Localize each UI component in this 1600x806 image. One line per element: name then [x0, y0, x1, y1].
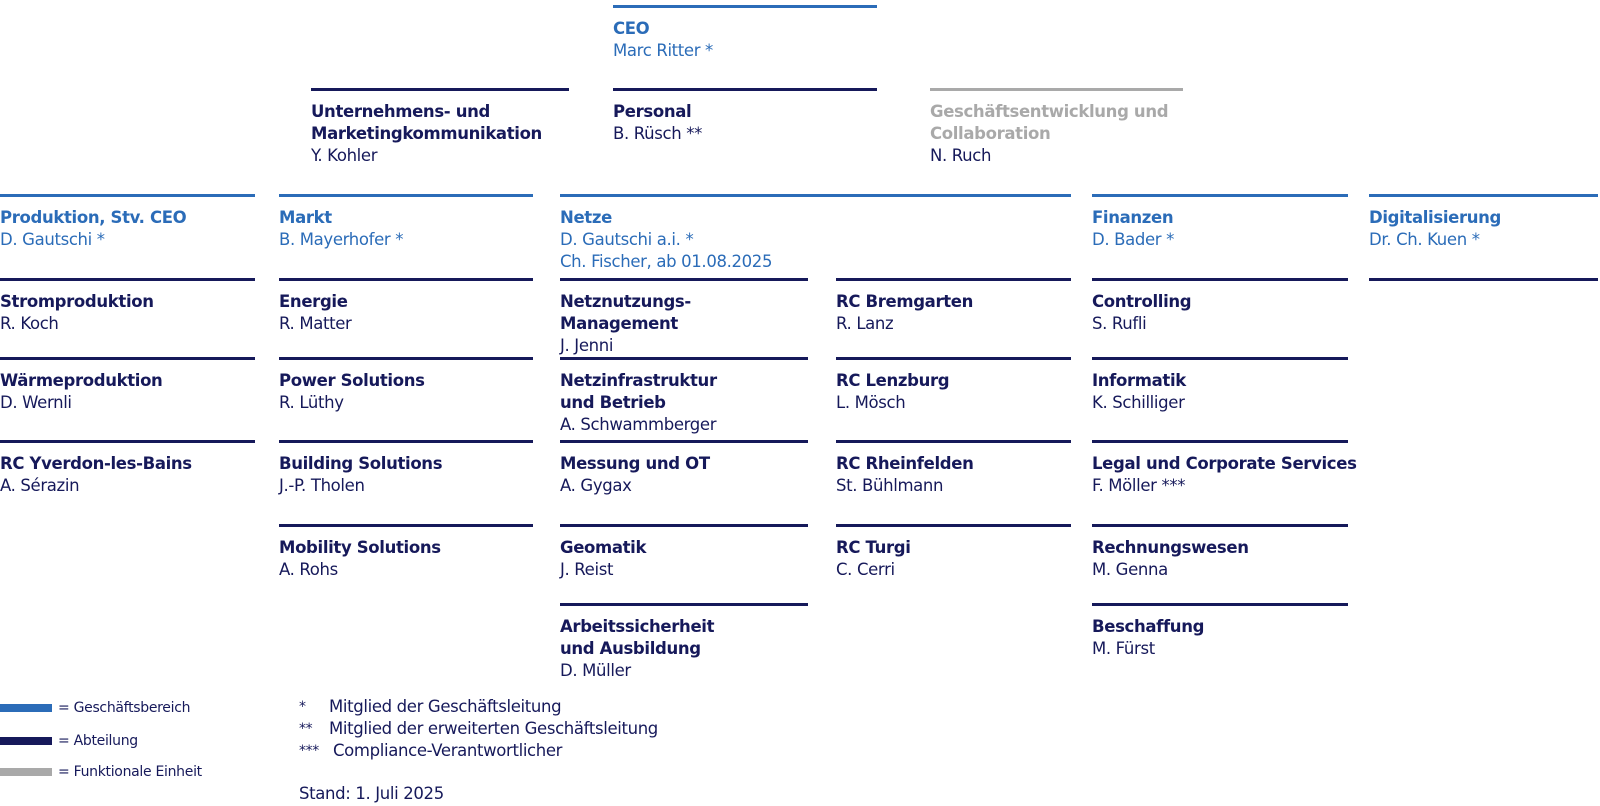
unit-title: Finanzen	[1092, 208, 1174, 227]
legend-item-geschaeftsbereich	[0, 700, 190, 716]
unit-head-name: A. Gygax	[560, 476, 632, 495]
unit-bar	[279, 357, 533, 360]
footnote-item	[299, 696, 658, 718]
legend-item-funktionale-einheit	[0, 764, 202, 780]
unit-title: RC Rheinfelden	[836, 454, 974, 473]
unit-head-name: A. Schwammberger	[560, 415, 717, 434]
org-unit-unternehmens-marketingkommunikation	[311, 88, 569, 167]
unit-names	[279, 392, 533, 414]
unit-bar	[0, 440, 255, 443]
unit-bar	[0, 357, 255, 360]
unit-names	[0, 475, 255, 497]
unit-title: Power Solutions	[279, 371, 425, 390]
unit-title: Arbeitssicherheit und Ausbildung	[560, 617, 715, 658]
unit-names	[311, 145, 569, 167]
org-unit-rc-yverdon	[0, 440, 255, 497]
unit-title: Netznutzungs-Management	[560, 292, 691, 333]
unit-names	[0, 229, 255, 251]
org-unit-rc-bremgarten	[836, 278, 1071, 335]
footnotes	[299, 696, 658, 762]
unit-head-name: M. Genna	[1092, 560, 1168, 579]
org-unit-waermeproduktion	[0, 357, 255, 414]
unit-head-name: B. Rüsch **	[613, 124, 703, 143]
unit-title: Geomatik	[560, 538, 647, 557]
unit-title: RC Yverdon-les-Bains	[0, 454, 192, 473]
stand-date: Stand: 1. Juli 2025	[299, 784, 444, 803]
unit-names	[836, 559, 1071, 581]
legend-swatch	[0, 737, 52, 745]
footnote-mark: **	[299, 721, 313, 737]
unit-head-name: B. Mayerhofer *	[279, 230, 404, 249]
org-unit-digitalisierung	[1369, 194, 1598, 251]
unit-bar	[0, 278, 255, 281]
unit-bar	[560, 278, 808, 281]
org-unit-rc-rheinfelden	[836, 440, 1071, 497]
org-unit-informatik	[1092, 357, 1348, 414]
unit-head-name: D. Gautschi a.i. *	[560, 230, 694, 249]
unit-names	[560, 335, 808, 357]
unit-head-name: Ch. Fischer, ab 01.08.2025	[560, 252, 773, 271]
unit-bar	[613, 88, 877, 91]
unit-title: Mobility Solutions	[279, 538, 441, 557]
unit-bar	[613, 5, 877, 8]
unit-title: Building Solutions	[279, 454, 443, 473]
unit-title: Personal	[613, 102, 692, 121]
unit-bar	[1369, 194, 1598, 197]
unit-bar	[279, 194, 533, 197]
org-unit-energie	[279, 278, 533, 335]
unit-head-name: R. Lanz	[836, 314, 894, 333]
unit-title: RC Bremgarten	[836, 292, 974, 311]
unit-names	[560, 475, 808, 497]
unit-head-name: R. Matter	[279, 314, 352, 333]
unit-names	[279, 559, 533, 581]
unit-head-name: N. Ruch	[930, 146, 992, 165]
unit-title: Netze	[560, 208, 612, 227]
unit-bar	[836, 524, 1071, 527]
unit-names	[613, 40, 877, 62]
org-unit-mobility-solutions	[279, 524, 533, 581]
unit-head-name: M. Fürst	[1092, 639, 1155, 658]
unit-bar	[1092, 524, 1348, 527]
unit-names	[279, 313, 533, 335]
org-unit-rc-turgi	[836, 524, 1071, 581]
legend-swatch	[0, 704, 52, 712]
legend-label: = Funktionale Einheit	[58, 764, 202, 780]
unit-names	[0, 392, 255, 414]
org-unit-netzinfrastruktur-betrieb	[560, 357, 808, 436]
unit-head-name: L. Mösch	[836, 393, 906, 412]
footnote-text: Mitglied der Geschäftsleitung	[329, 697, 562, 716]
unit-title: Netzinfrastruktur und Betrieb	[560, 371, 717, 412]
unit-bar	[1092, 278, 1348, 281]
org-unit-personal	[613, 88, 877, 145]
org-unit-arbeitssicherheit-ausbildung	[560, 603, 808, 682]
unit-bar	[560, 440, 808, 443]
unit-head-name: R. Koch	[0, 314, 59, 333]
unit-head-name: J. Reist	[560, 560, 614, 579]
org-unit-ceo	[613, 5, 877, 62]
unit-names	[1092, 559, 1348, 581]
unit-names	[1092, 638, 1348, 660]
unit-names	[613, 123, 877, 145]
org-unit-rechnungswesen	[1092, 524, 1348, 581]
unit-bar	[311, 88, 569, 91]
unit-bar	[836, 440, 1071, 443]
org-unit-beschaffung	[1092, 603, 1348, 660]
unit-names	[1092, 475, 1348, 497]
unit-title: Produktion, Stv. CEO	[0, 208, 187, 227]
unit-names	[560, 229, 1071, 273]
unit-title: Beschaffung	[1092, 617, 1205, 636]
legend-swatch	[0, 768, 52, 776]
unit-head-name: A. Rohs	[279, 560, 338, 579]
unit-head-name: Marc Ritter *	[613, 41, 713, 60]
unit-bar	[1092, 194, 1348, 197]
unit-head-name: K. Schilliger	[1092, 393, 1185, 412]
footnote-mark: *	[299, 699, 306, 715]
unit-names	[836, 313, 1071, 335]
unit-names	[560, 559, 808, 581]
unit-names	[836, 475, 1071, 497]
org-unit-geomatik	[560, 524, 808, 581]
footnote-text: Compliance-Verantwortlicher	[333, 741, 563, 760]
unit-names	[1092, 229, 1348, 251]
unit-names	[836, 392, 1071, 414]
unit-head-name: S. Rufli	[1092, 314, 1147, 333]
unit-head-name: D. Bader *	[1092, 230, 1175, 249]
unit-head-name: F. Möller ***	[1092, 476, 1186, 495]
unit-title: Digitalisierung	[1369, 208, 1502, 227]
unit-title: Messung und OT	[560, 454, 710, 473]
unit-head-name: D. Gautschi *	[0, 230, 105, 249]
unit-names	[279, 475, 533, 497]
unit-head-name: Dr. Ch. Kuen *	[1369, 230, 1480, 249]
unit-bar	[560, 357, 808, 360]
unit-bar	[1092, 603, 1348, 606]
unit-bar	[1092, 440, 1348, 443]
unit-bar	[0, 194, 255, 197]
org-unit-rc-lenzburg	[836, 357, 1071, 414]
org-unit-geschaeftsentwicklung-collaboration	[930, 88, 1183, 167]
unit-title: Informatik	[1092, 371, 1186, 390]
org-unit-netze	[560, 194, 1071, 273]
unit-bar	[279, 278, 533, 281]
unit-bar	[560, 194, 1071, 197]
unit-bar	[560, 524, 808, 527]
unit-names	[279, 229, 533, 251]
footnote-mark: ***	[299, 743, 319, 759]
org-unit-messung-ot	[560, 440, 808, 497]
org-unit-netznutzungs-management	[560, 278, 808, 357]
unit-title: CEO	[613, 19, 650, 38]
org-unit-power-solutions	[279, 357, 533, 414]
unit-names	[560, 660, 808, 682]
unit-bar	[279, 440, 533, 443]
unit-head-name: St. Bühlmann	[836, 476, 944, 495]
unit-bar	[836, 357, 1071, 360]
unit-bar	[930, 88, 1183, 91]
unit-head-name: C. Cerri	[836, 560, 895, 579]
unit-title: Geschäftsentwicklung und Collaboration	[930, 102, 1169, 143]
unit-head-name: R. Lüthy	[279, 393, 344, 412]
org-unit-controlling	[1092, 278, 1348, 335]
unit-head-name: J. Jenni	[560, 336, 614, 355]
org-unit-building-solutions	[279, 440, 533, 497]
unit-names	[1092, 392, 1348, 414]
digitalisierung-bottom-bar	[1369, 278, 1598, 281]
unit-head-name: Y. Kohler	[311, 146, 378, 165]
unit-title: RC Lenzburg	[836, 371, 950, 390]
unit-names	[1092, 313, 1348, 335]
footnote-item	[299, 740, 658, 762]
unit-head-name: J.-P. Tholen	[279, 476, 365, 495]
unit-bar	[836, 278, 1071, 281]
unit-names	[930, 145, 1183, 167]
org-unit-legal-corporate-services	[1092, 440, 1357, 497]
legend-label: = Abteilung	[58, 733, 138, 749]
unit-names	[1369, 229, 1598, 251]
unit-title: Stromproduktion	[0, 292, 154, 311]
legend-label: = Geschäftsbereich	[58, 700, 191, 716]
unit-title: Markt	[279, 208, 332, 227]
unit-bar	[1092, 357, 1348, 360]
unit-title: RC Turgi	[836, 538, 911, 557]
footnote-text: Mitglied der erweiterten Geschäftsleitung	[329, 719, 658, 738]
unit-names	[560, 414, 808, 436]
org-unit-finanzen	[1092, 194, 1348, 251]
unit-head-name: A. Sérazin	[0, 476, 80, 495]
footnote-item	[299, 718, 658, 740]
unit-names	[0, 313, 255, 335]
legend-item-abteilung	[0, 733, 138, 749]
org-unit-stromproduktion	[0, 278, 255, 335]
unit-title: Energie	[279, 292, 348, 311]
unit-title: Legal und Corporate Services	[1092, 454, 1357, 473]
unit-title: Controlling	[1092, 292, 1192, 311]
unit-bar	[279, 524, 533, 527]
unit-bar	[560, 603, 808, 606]
unit-title: Rechnungswesen	[1092, 538, 1249, 557]
unit-title: Unternehmens- und Marketingkommunikation	[311, 102, 542, 143]
unit-head-name: D. Müller	[560, 661, 631, 680]
unit-title: Wärmeproduktion	[0, 371, 163, 390]
org-unit-produktion	[0, 194, 255, 251]
unit-head-name: D. Wernli	[0, 393, 72, 412]
org-unit-markt	[279, 194, 533, 251]
